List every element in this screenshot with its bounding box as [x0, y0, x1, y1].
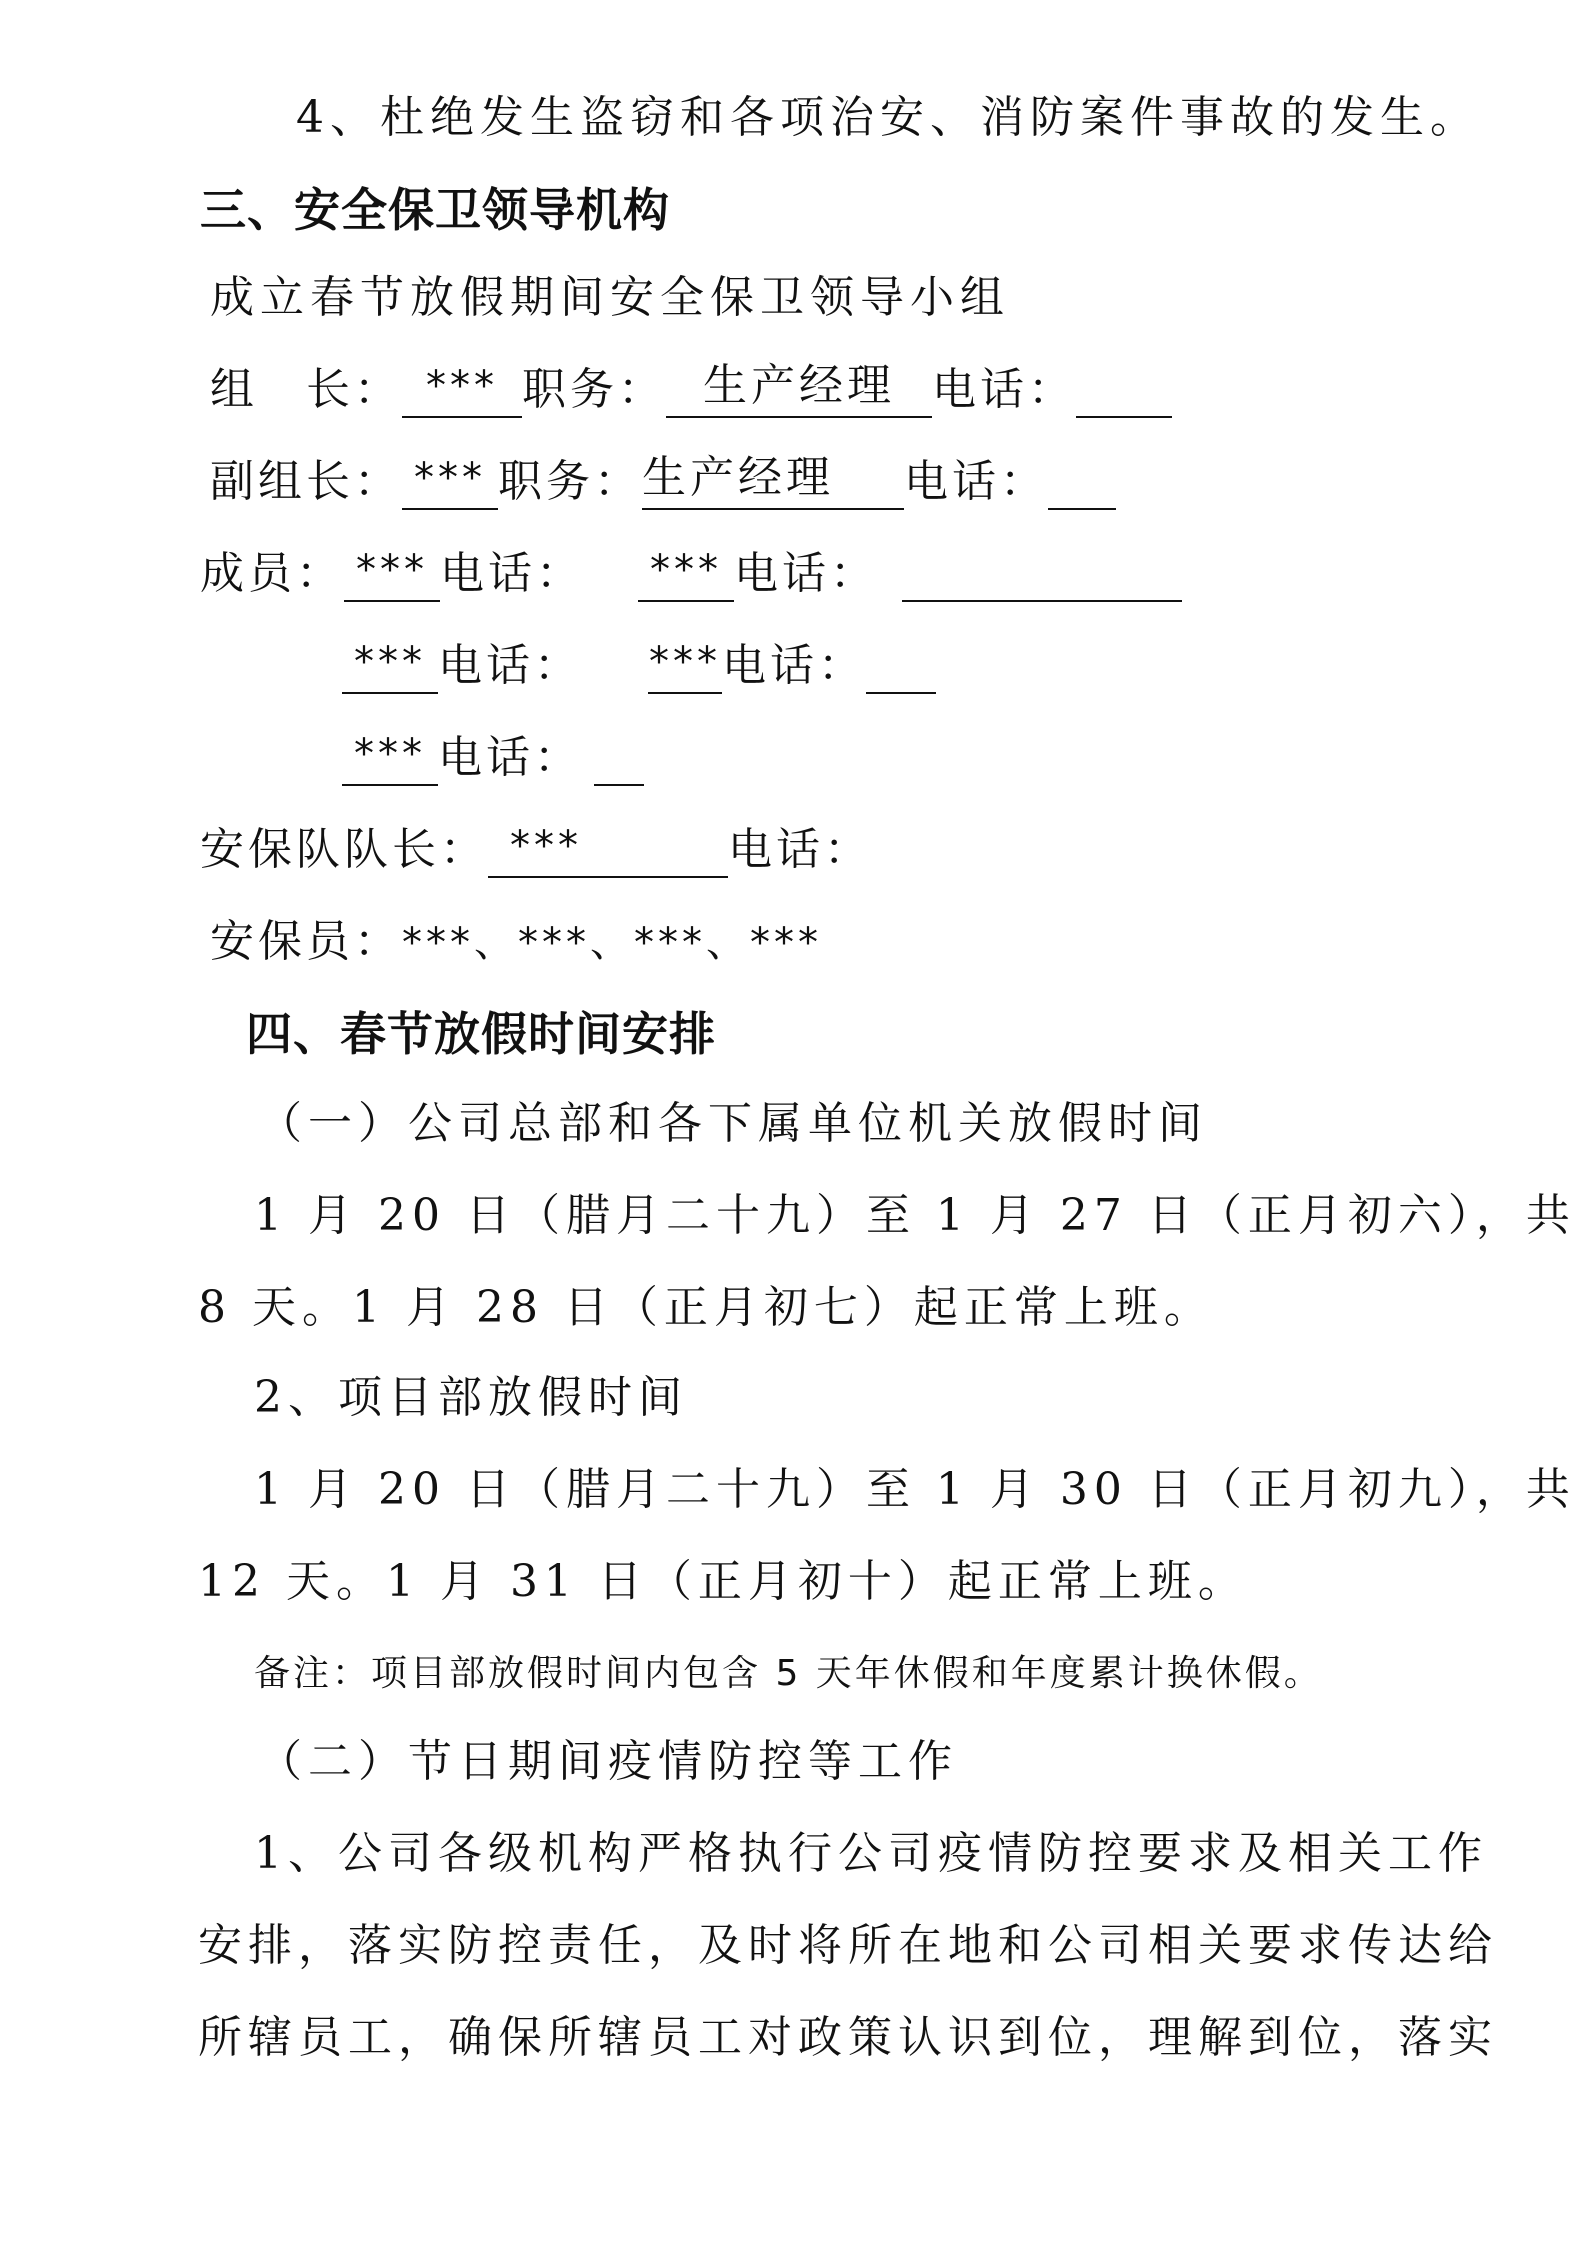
- member-4-phone-blank: [866, 636, 936, 694]
- deputy-name: ***: [402, 452, 498, 510]
- member-5-phone-label: 电话：: [438, 732, 582, 783]
- paragraph-2-line-2: 12 天。1 月 31 日（正月初十）起正常上班。: [198, 1556, 1248, 1607]
- member-2-phone-label: 电话：: [734, 548, 878, 599]
- member-1-name: ***: [344, 544, 440, 602]
- leader-name: ***: [402, 360, 522, 418]
- member-5-name: ***: [342, 728, 438, 786]
- security-captain-name: [488, 820, 728, 878]
- deputy-duty: 生产经理: [642, 452, 904, 510]
- list-item-2: 2、项目部放假时间: [254, 1372, 688, 1423]
- paragraph-2-line-1: 1 月 20 日（腊月二十九）至 1 月 30 日（正月初九），共: [254, 1464, 1576, 1515]
- paragraph-1-line-1: 1 月 20 日（腊月二十九）至 1 月 27 日（正月初六），共: [254, 1190, 1576, 1241]
- members-row-3: [342, 728, 644, 788]
- deputy-phone-label: 电话：: [904, 456, 1048, 507]
- subsection-2-heading: （二）节日期间疫情防控等工作: [258, 1736, 958, 1787]
- deputy-label: 副组长：: [210, 456, 402, 507]
- leader-row: [210, 360, 1172, 420]
- members-row-1: [200, 544, 1182, 604]
- security-captain-label: 安保队队长：: [200, 824, 488, 875]
- member-2-phone-blank: [902, 544, 1182, 602]
- deputy-duty-label: 职务：: [498, 456, 642, 507]
- member-3-phone-label: 电话：: [438, 640, 582, 691]
- leader-label: 组 长：: [210, 364, 402, 415]
- leader-phone-blank: [1076, 360, 1172, 418]
- security-staff-label: 安保员：: [210, 916, 402, 967]
- leader-duty-label: 职务：: [522, 364, 666, 415]
- member-3-name: ***: [342, 636, 438, 694]
- member-4-phone-label: 电话：: [722, 640, 866, 691]
- security-captain-name-text: ***: [510, 823, 582, 869]
- section-heading-4: 四、春节放假时间安排: [246, 1007, 716, 1061]
- paragraph-3-line-3: 所辖员工，确保所辖员工对政策认识到位，理解到位，落实: [198, 2012, 1498, 2063]
- security-staff-row: [210, 912, 822, 972]
- subsection-1-heading: （一）公司总部和各下属单位机关放假时间: [258, 1098, 1208, 1149]
- member-1-phone-label: 电话：: [440, 548, 584, 599]
- deputy-phone-blank: [1048, 452, 1116, 510]
- members-row-2: [342, 636, 936, 696]
- member-2-name: ***: [638, 544, 734, 602]
- security-staff-names: ***、***、***、***: [402, 920, 822, 966]
- security-captain-phone-label: 电话：: [728, 824, 872, 875]
- member-5-phone-blank: [594, 728, 644, 786]
- leader-duty: 生产经理: [666, 360, 932, 418]
- leader-phone-label: 电话：: [932, 364, 1076, 415]
- member-4-name: ***: [648, 636, 722, 694]
- paragraph-3-line-1: 1、公司各级机构严格执行公司疫情防控要求及相关工作: [254, 1828, 1488, 1879]
- deputy-row: [210, 452, 1116, 512]
- remark-note: 备注：项目部放假时间内包含 5 天年休假和年度累计换休假。: [254, 1653, 1323, 1694]
- paragraph-1-line-2: 8 天。1 月 28 日（正月初七）起正常上班。: [198, 1282, 1214, 1333]
- security-captain-row: [200, 820, 872, 880]
- intro-text: 成立春节放假期间安全保卫领导小组: [210, 272, 1010, 323]
- list-item-4: 4、杜绝发生盗窃和各项治安、消防案件事故的发生。: [296, 92, 1480, 143]
- paragraph-3-line-2: 安排，落实防控责任，及时将所在地和公司相关要求传达给: [198, 1920, 1498, 1971]
- section-heading-3: 三、安全保卫领导机构: [200, 183, 670, 237]
- members-label: 成员：: [200, 548, 344, 599]
